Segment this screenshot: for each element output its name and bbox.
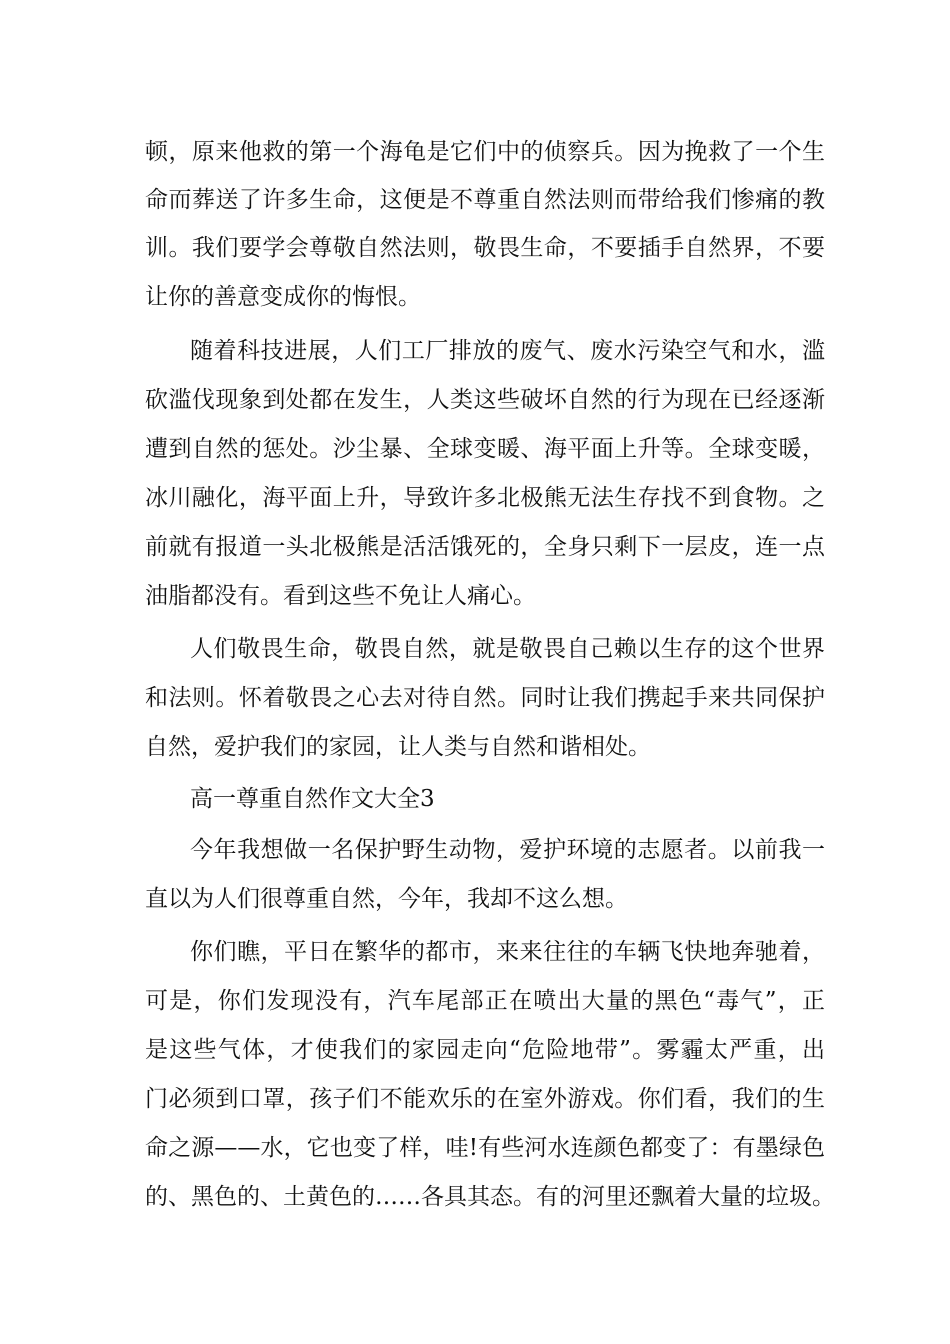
text-line: 可是，你们发现没有，汽车尾部正在喷出大量的黑色“毒气”，正	[145, 988, 825, 1014]
text-line: 顿，原来他救的第一个海龟是它们中的侦察兵。因为挽救了一个生	[145, 139, 825, 165]
text-line: 命而葬送了许多生命，这便是不尊重自然法则而带给我们惨痛的教	[145, 187, 825, 213]
text-line: 自然，爱护我们的家园，让人类与自然和谐相处。	[145, 734, 651, 760]
text-line: 油脂都没有。看到这些不免让人痛心。	[145, 583, 536, 609]
text-line: 门必须到口罩，孩子们不能欢乐的在室外游戏。你们看，我们的生	[145, 1086, 825, 1112]
text-line: 的、黑色的、土黄色的……各具其态。有的河里还飘着大量的垃圾。	[145, 1184, 835, 1210]
text-line: 你们瞧，平日在繁华的都市，来来往往的车辆飞快地奔驰着，	[190, 939, 825, 965]
text-line: 和法则。怀着敬畏之心去对待自然。同时让我们携起手来共同保护	[145, 685, 825, 711]
text-line: 人们敬畏生命，敬畏自然，就是敬畏自己赖以生存的这个世界	[190, 636, 825, 662]
text-line: 砍滥伐现象到处都在发生，人类这些破坏自然的行为现在已经逐渐	[145, 387, 825, 413]
text-line: 冰川融化，海平面上升，导致许多北极熊无法生存找不到食物。之	[145, 485, 825, 511]
text-line: 前就有报道一头北极熊是活活饿死的，全身只剩下一层皮，连一点	[145, 534, 825, 560]
text-line: 命之源——水，它也变了样，哇!有些河水连颜色都变了：有墨绿色	[145, 1135, 825, 1161]
text-line: 随着科技进展，人们工厂排放的废气、废水污染空气和水，滥	[190, 338, 825, 364]
text-line: 训。我们要学会尊敬自然法则，敬畏生命，不要插手自然界，不要	[145, 235, 825, 261]
text-line: 今年我想做一名保护野生动物，爱护环境的志愿者。以前我一	[190, 837, 825, 863]
text-line: 直以为人们很尊重自然，今年，我却不这么想。	[145, 886, 628, 912]
section-heading: 高一尊重自然作文大全3	[190, 786, 435, 812]
text-line: 让你的善意变成你的悔恨。	[145, 284, 421, 310]
text-line: 遭到自然的惩处。沙尘暴、全球变暖、海平面上升等。全球变暖，	[145, 436, 825, 462]
text-line: 是这些气体，才使我们的家园走向“危险地带”。雾霾太严重，出	[145, 1037, 825, 1063]
